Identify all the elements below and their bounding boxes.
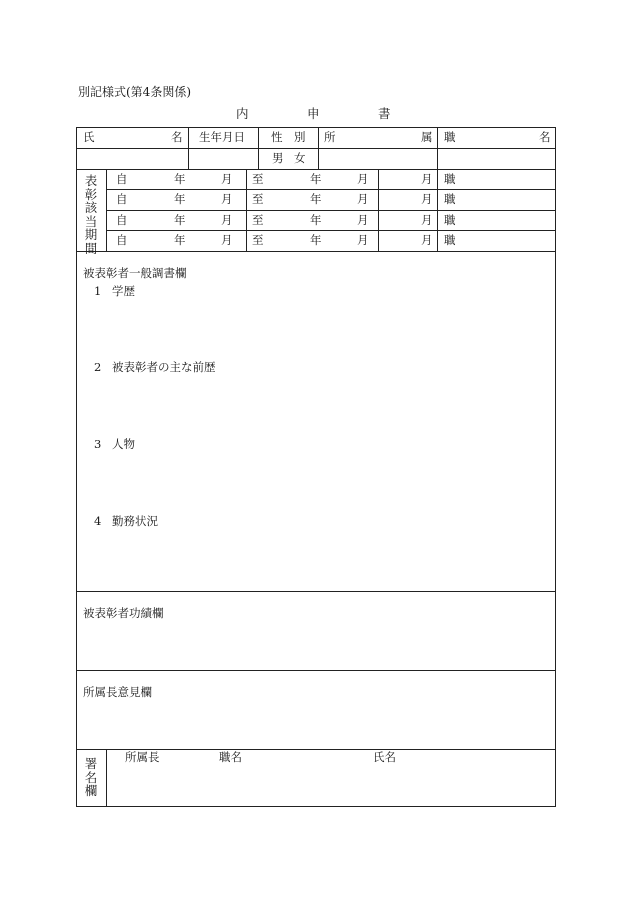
sex-option-female: 女 — [294, 151, 306, 165]
item-number: 4 — [94, 514, 102, 528]
item-label-education: 学歴 — [112, 284, 135, 298]
period-post: 職 — [444, 233, 456, 247]
period-to-month: 月 — [357, 233, 369, 247]
signature-name: 氏名 — [373, 750, 396, 764]
period-from: 自 — [116, 213, 128, 227]
header-name-left: 氏 — [83, 130, 95, 144]
title-char-2: 申 — [307, 106, 320, 121]
item-label-career: 被表彰者の主な前歴 — [112, 360, 216, 374]
signature-head: 所属長 — [125, 750, 160, 764]
period-from-year: 年 — [174, 192, 186, 206]
merit-section-title: 被表彰者功績欄 — [83, 606, 164, 620]
period-from-year: 年 — [174, 233, 186, 247]
period-from-month: 月 — [221, 213, 233, 227]
title-char-1: 内 — [236, 106, 249, 121]
period-to-month: 月 — [357, 172, 369, 186]
header-affiliation-right: 属 — [421, 130, 433, 144]
header-affiliation-left: 所 — [324, 130, 336, 144]
period-from-year: 年 — [174, 172, 186, 186]
period-post: 職 — [444, 172, 456, 186]
period-from-month: 月 — [221, 233, 233, 247]
title-char-3: 書 — [378, 106, 391, 121]
header-birthdate: 生年月日 — [199, 130, 245, 144]
item-number: 3 — [94, 437, 102, 451]
period-months: 月 — [421, 213, 433, 227]
period-months: 月 — [421, 172, 433, 186]
item-label-character: 人物 — [112, 437, 135, 451]
sex-option-male: 男 — [272, 151, 284, 165]
period-to: 至 — [252, 192, 264, 206]
period-to: 至 — [252, 213, 264, 227]
period-to-year: 年 — [310, 172, 322, 186]
period-months: 月 — [421, 233, 433, 247]
period-to-month: 月 — [357, 213, 369, 227]
period-from: 自 — [116, 172, 128, 186]
period-post: 職 — [444, 213, 456, 227]
period-from-month: 月 — [221, 192, 233, 206]
signature-label: 署名欄 — [84, 756, 98, 798]
period-label: 表彰該当期間 — [84, 173, 98, 256]
period-from-month: 月 — [221, 172, 233, 186]
period-to-year: 年 — [310, 192, 322, 206]
header-sex-left: 性 — [271, 130, 283, 144]
period-post: 職 — [444, 192, 456, 206]
period-to: 至 — [252, 172, 264, 186]
general-section-title: 被表彰者一般調書欄 — [83, 266, 187, 280]
item-number: 1 — [94, 284, 102, 298]
header-post-right: 名 — [539, 130, 551, 144]
header-post-left: 職 — [444, 130, 456, 144]
opinion-section-title: 所属長意見欄 — [83, 685, 152, 699]
period-to-year: 年 — [310, 213, 322, 227]
item-number: 2 — [94, 360, 102, 374]
period-to-month: 月 — [357, 192, 369, 206]
signature-post: 職名 — [219, 750, 242, 764]
period-months: 月 — [421, 192, 433, 206]
item-label-work-status: 勤務状況 — [112, 514, 158, 528]
period-from: 自 — [116, 233, 128, 247]
period-to: 至 — [252, 233, 264, 247]
period-to-year: 年 — [310, 233, 322, 247]
period-from: 自 — [116, 192, 128, 206]
header-sex-right: 別 — [294, 130, 306, 144]
form-label: 別記様式(第4条関係) — [78, 85, 191, 99]
period-from-year: 年 — [174, 213, 186, 227]
header-name-right: 名 — [171, 130, 183, 144]
